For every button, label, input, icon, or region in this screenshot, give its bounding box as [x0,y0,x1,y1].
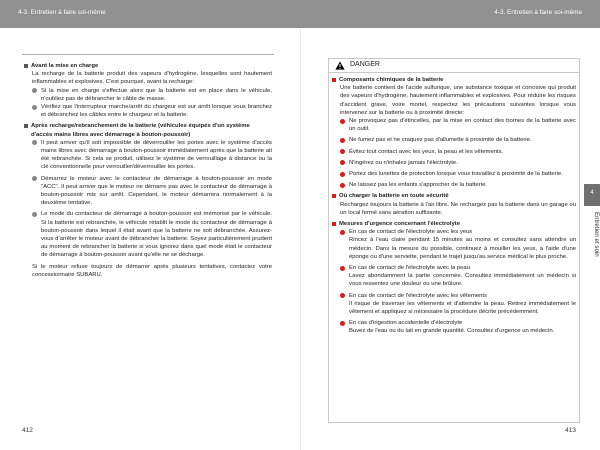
section-heading-emergency: Mesures d'urgence concernant l'électrolyte [332,220,576,228]
section-heading-after-recharge: Après recharge/rebranchement de la batterie (véhicules équipés d'un système d'accès mains libres avec démarrage à bouton-poussoir) [24,122,272,138]
chapter-label: Entretien et soin [593,212,600,257]
danger-box [328,58,580,423]
header-title-right: 4-3. Entretien à faire soi-même [494,9,582,16]
list-item: Ne laissez pas les enfants s'approcher de la batterie. [332,181,576,189]
warning-triangle-icon [335,61,345,70]
left-page-content [24,62,272,279]
section-heading-chemicals: Composants chimiques de la batterie [332,76,576,84]
section-heading-where-to-charge: Où charger la batterie en toute sécurité [332,192,576,200]
danger-title-bar [329,59,579,73]
page-number-left: 412 [22,427,33,434]
list-item: Le mode du contacteur de démarrage à bouton-poussoir est mémorisé par le véhicule. Si la batterie est rebranchée, le véhicule rétablit le mode du contacteur de démarrage à bouton-poussoir dans lequel il était avant que la batterie ne soit débranchée. Assurez-vous d'arrêter le moteur avant de débrancher la batterie. Soyez particulièrement prudent au moment de rebrancher la batterie si vous ignorez dans quel mode était le contacteur de démarrage à bouton-poussoir avant qu'elle ne se décharge. [24,210,272,259]
page-header [0,0,600,28]
list-item-body: Il risque de traverser les vêtements et d'atteindre la peau. Retirez immédiatement le vêtement et appliquez si nécessaire la procédure décrite précédemment. [349,300,576,316]
list-item: Ne fumez pas et ne craquez pas d'allumette à proximité de la batterie. [332,136,576,144]
list-item: Il peut arriver qu'il soit impossible de déverrouiller les portes avec le système d'accès mains libres avec démarrage à bouton-poussoir immédiatement après que la batterie ait été rebranchée. Si cela se produit, utilisez le système de verrouillage à distance ou la clé conventionnelle pour verrouiller/déverrouiller les portes. [24,139,272,172]
danger-content [332,76,576,336]
list-item: Vérifiez que l'interrupteur marche/arrêt du chargeur est sur arrêt lorsque vous branchez et débranchez les câbles entre le chargeur et la batterie. [24,103,272,119]
danger-title: DANGER [350,61,380,68]
list-item: Ne provoquez pas d'étincelles, par la mise en contact des bornes de la batterie avec un outil. [332,117,576,133]
chapter-tab-number: 4 [590,190,594,196]
paragraph: Si le moteur refuse toujours de démarrer après plusieurs tentatives, contactez votre concessionnaire SUBARU. [32,263,272,278]
chapter-tab[interactable] [584,184,600,206]
list-item-body: Rincez à l'eau claire pendant 15 minutes au moins et consultez sans attendre un médecin. Dans la mesure du possible, continuez à mouiller les yeux, à l'aide d'une éponge ou d'une serviette, pendant le trajet jusqu'au service médical le plus proche. [349,237,576,260]
paragraph: Une batterie contient de l'acide sulfurique, une substance toxique et corrosive qui produit des vapeurs d'hydrogène, hautement inflammables et explosives. Pour réduire les risques d'accident grave, voire mortel, respectez les précautions suivantes lorsque vous intervenez sur la batterie ou à proximité directe: [340,85,576,116]
list-item-head: En cas de contact de l'électrolyte avec la peau [332,264,576,272]
top-rule [22,54,274,55]
paragraph: Rechargez toujours la batterie à l'air libre. Ne rechargez pas la batterie dans un garage ou un local fermé sans aération suffisante. [340,201,576,216]
list-item: Si la mise en charge s'effectue alors que la batterie est en place dans le véhicule, n'oubliez pas de débrancher le câble de masse. [24,87,272,103]
paragraph: La recharge de la batterie produit des vapeurs d'hydrogène, lesquelles sont hautement inflammables et explosives. C'est pourquoi, avant la recharge: [32,71,272,86]
list-item: N'ingérez ou n'inhalez jamais l'électrolyte. [332,159,576,167]
list-item-body: Lavez abondamment la partie concernée. Consultez immédiatement un médecin si vous ressentez une douleur ou une brûlure. [349,273,576,288]
list-item: Démarrez le moteur avec le contacteur de démarrage à bouton-poussoir en mode "ACC". Il peut arriver que le moteur ne démarre pas avec le contacteur de démarrage à bouton-poussoir mis sur arrêt. Cependant, le moteur démarrera normalement à la deuxième tentative. [24,175,272,208]
list-item-head: En cas d'ingestion accidentelle d'électrolyte [332,319,576,327]
list-item-head: En cas de contact de l'électrolyte avec les yeux [332,228,576,236]
page-number-right: 413 [565,427,576,434]
list-item-body: Buvez de l'eau ou du lait en grande quantité. Consultez d'urgence un médecin. [349,328,555,335]
list-item: Évitez tout contact avec les yeux, la peau et les vêtements. [332,148,576,156]
section-heading-before-charging: Avant la mise en charge [24,62,272,70]
list-item: Portez des lunettes de protection lorsque vous travaillez à proximité de la batterie. [332,170,576,178]
page-gutter [300,28,301,450]
list-item-head: En cas de contact de l'électrolyte avec les vêtements [332,292,576,300]
header-title-left: 4-3. Entretien à faire soi-même [18,9,106,16]
